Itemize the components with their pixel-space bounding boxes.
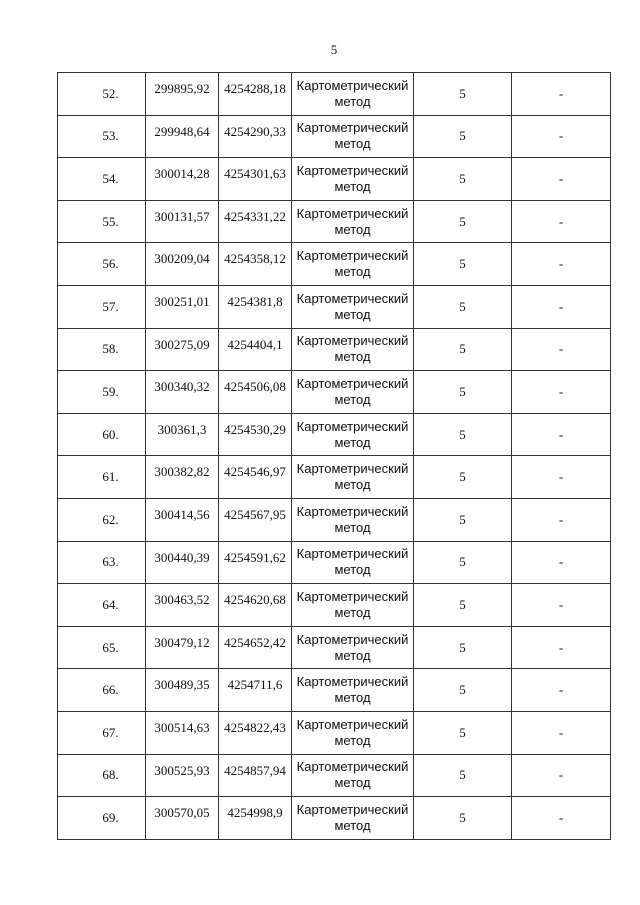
point-number-cell: 69. [58, 797, 146, 840]
point-number-cell: 62. [58, 498, 146, 541]
point-number-cell: 65. [58, 626, 146, 669]
method-line-2: метод [334, 391, 371, 407]
accuracy-cell: 5 [414, 498, 512, 541]
method-cell [292, 243, 414, 286]
table-row [58, 498, 611, 541]
method-cell [292, 371, 414, 414]
method-cell [292, 456, 414, 499]
method-cell [292, 200, 414, 243]
point-number-cell: 52. [58, 73, 146, 116]
table-row [58, 584, 611, 627]
coordinates-table-body [58, 73, 611, 840]
x-coordinate-cell: 299895,92 [146, 73, 219, 116]
accuracy-cell: 5 [414, 158, 512, 201]
x-coordinate-cell: 300570,05 [146, 797, 219, 840]
y-coordinate-cell: 4254567,95 [219, 498, 292, 541]
table-row [58, 413, 611, 456]
method-line-1: Картометрический [296, 333, 409, 349]
point-number-cell: 68. [58, 754, 146, 797]
point-number-cell: 67. [58, 711, 146, 754]
method-cell [292, 328, 414, 371]
table-row [58, 158, 611, 201]
note-cell: - [512, 797, 611, 840]
point-number-cell: 55. [58, 200, 146, 243]
y-coordinate-cell: 4254822,43 [219, 711, 292, 754]
method-cell [292, 711, 414, 754]
note-cell: - [512, 541, 611, 584]
note-cell: - [512, 413, 611, 456]
point-number-cell: 63. [58, 541, 146, 584]
point-number-cell: 60. [58, 413, 146, 456]
method-line-1: Картометрический [296, 631, 409, 647]
method-line-1: Картометрический [296, 759, 409, 775]
y-coordinate-cell: 4254998,9 [219, 797, 292, 840]
note-cell: - [512, 200, 611, 243]
note-cell: - [512, 711, 611, 754]
x-coordinate-cell: 300361,3 [146, 413, 219, 456]
method-line-2: метод [334, 732, 371, 748]
method-line-2: метод [334, 519, 371, 535]
x-coordinate-cell: 300340,32 [146, 371, 219, 414]
method-line-1: Картометрический [296, 503, 409, 519]
method-line-2: метод [334, 434, 371, 450]
x-coordinate-cell: 300514,63 [146, 711, 219, 754]
method-cell [292, 797, 414, 840]
method-line-1: Картометрический [296, 546, 409, 562]
accuracy-cell: 5 [414, 456, 512, 499]
y-coordinate-cell: 4254530,29 [219, 413, 292, 456]
method-cell [292, 626, 414, 669]
method-cell [292, 413, 414, 456]
note-cell: - [512, 754, 611, 797]
y-coordinate-cell: 4254288,18 [219, 73, 292, 116]
method-cell [292, 541, 414, 584]
method-cell [292, 669, 414, 712]
method-cell [292, 584, 414, 627]
method-line-2: метод [334, 562, 371, 578]
x-coordinate-cell: 300014,28 [146, 158, 219, 201]
method-line-2: метод [334, 264, 371, 280]
point-number-cell: 66. [58, 669, 146, 712]
table-row [58, 200, 611, 243]
note-cell: - [512, 626, 611, 669]
method-cell [292, 115, 414, 158]
accuracy-cell: 5 [414, 797, 512, 840]
method-line-2: метод [334, 136, 371, 152]
note-cell: - [512, 371, 611, 414]
y-coordinate-cell: 4254358,12 [219, 243, 292, 286]
method-line-1: Картометрический [296, 248, 409, 264]
method-cell [292, 498, 414, 541]
note-cell: - [512, 328, 611, 371]
page-number: 5 [330, 42, 338, 57]
note-cell: - [512, 498, 611, 541]
x-coordinate-cell: 300251,01 [146, 285, 219, 328]
point-number-cell: 64. [58, 584, 146, 627]
coordinates-table [57, 72, 611, 840]
x-coordinate-cell: 300479,12 [146, 626, 219, 669]
x-coordinate-cell: 300382,82 [146, 456, 219, 499]
method-line-1: Картометрический [296, 375, 409, 391]
y-coordinate-cell: 4254711,6 [219, 669, 292, 712]
method-line-1: Картометрический [296, 418, 409, 434]
method-line-2: метод [334, 604, 371, 620]
note-cell: - [512, 243, 611, 286]
accuracy-cell: 5 [414, 200, 512, 243]
x-coordinate-cell: 300275,09 [146, 328, 219, 371]
method-line-2: метод [334, 647, 371, 663]
x-coordinate-cell: 300440,39 [146, 541, 219, 584]
point-number-cell: 56. [58, 243, 146, 286]
table-row [58, 115, 611, 158]
point-number-cell: 58. [58, 328, 146, 371]
method-cell [292, 73, 414, 116]
y-coordinate-cell: 4254404,1 [219, 328, 292, 371]
method-line-1: Картометрический [296, 77, 409, 93]
method-line-2: метод [334, 349, 371, 365]
method-line-1: Картометрический [296, 162, 409, 178]
method-line-2: метод [334, 690, 371, 706]
note-cell: - [512, 669, 611, 712]
x-coordinate-cell: 300525,93 [146, 754, 219, 797]
accuracy-cell: 5 [414, 754, 512, 797]
note-cell: - [512, 115, 611, 158]
point-number-cell: 57. [58, 285, 146, 328]
x-coordinate-cell: 300209,04 [146, 243, 219, 286]
method-line-2: метод [334, 221, 371, 237]
accuracy-cell: 5 [414, 541, 512, 584]
x-coordinate-cell: 299948,64 [146, 115, 219, 158]
note-cell: - [512, 158, 611, 201]
method-line-1: Картометрический [296, 674, 409, 690]
x-coordinate-cell: 300489,35 [146, 669, 219, 712]
y-coordinate-cell: 4254652,42 [219, 626, 292, 669]
x-coordinate-cell: 300414,56 [146, 498, 219, 541]
table-row [58, 754, 611, 797]
note-cell: - [512, 584, 611, 627]
method-cell [292, 158, 414, 201]
method-line-1: Картометрический [296, 120, 409, 136]
y-coordinate-cell: 4254620,68 [219, 584, 292, 627]
method-line-2: метод [334, 775, 371, 791]
table-row [58, 73, 611, 116]
accuracy-cell: 5 [414, 115, 512, 158]
accuracy-cell: 5 [414, 626, 512, 669]
accuracy-cell: 5 [414, 413, 512, 456]
accuracy-cell: 5 [414, 711, 512, 754]
point-number-cell: 59. [58, 371, 146, 414]
point-number-cell: 54. [58, 158, 146, 201]
table-row [58, 626, 611, 669]
table-row [58, 669, 611, 712]
method-line-2: метод [334, 477, 371, 493]
accuracy-cell: 5 [414, 328, 512, 371]
accuracy-cell: 5 [414, 669, 512, 712]
method-line-2: метод [334, 817, 371, 833]
table-row [58, 456, 611, 499]
method-line-2: метод [334, 178, 371, 194]
method-line-1: Картометрический [296, 205, 409, 221]
note-cell: - [512, 456, 611, 499]
note-cell: - [512, 285, 611, 328]
method-line-1: Картометрический [296, 588, 409, 604]
method-cell [292, 754, 414, 797]
x-coordinate-cell: 300131,57 [146, 200, 219, 243]
accuracy-cell: 5 [414, 584, 512, 627]
point-number-cell: 53. [58, 115, 146, 158]
table-row [58, 328, 611, 371]
method-line-1: Картометрический [296, 290, 409, 306]
method-line-2: метод [334, 93, 371, 109]
x-coordinate-cell: 300463,52 [146, 584, 219, 627]
y-coordinate-cell: 4254381,8 [219, 285, 292, 328]
table-row [58, 243, 611, 286]
accuracy-cell: 5 [414, 73, 512, 116]
accuracy-cell: 5 [414, 285, 512, 328]
table-row [58, 797, 611, 840]
note-cell: - [512, 73, 611, 116]
point-number-cell: 61. [58, 456, 146, 499]
y-coordinate-cell: 4254506,08 [219, 371, 292, 414]
y-coordinate-cell: 4254857,94 [219, 754, 292, 797]
accuracy-cell: 5 [414, 243, 512, 286]
y-coordinate-cell: 4254546,97 [219, 456, 292, 499]
y-coordinate-cell: 4254591,62 [219, 541, 292, 584]
table-row [58, 371, 611, 414]
y-coordinate-cell: 4254331,22 [219, 200, 292, 243]
method-line-1: Картометрический [296, 461, 409, 477]
method-line-2: метод [334, 306, 371, 322]
method-line-1: Картометрический [296, 801, 409, 817]
accuracy-cell: 5 [414, 371, 512, 414]
method-line-1: Картометрический [296, 716, 409, 732]
y-coordinate-cell: 4254290,33 [219, 115, 292, 158]
y-coordinate-cell: 4254301,63 [219, 158, 292, 201]
table-row [58, 711, 611, 754]
table-row [58, 541, 611, 584]
table-row [58, 285, 611, 328]
method-cell [292, 285, 414, 328]
